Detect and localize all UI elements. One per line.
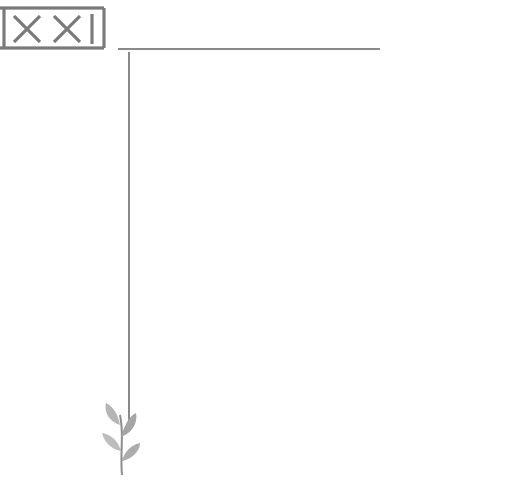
header-rule bbox=[118, 48, 380, 50]
corner-ornament bbox=[0, 0, 112, 56]
plant-decoration bbox=[98, 395, 144, 475]
margin-rule bbox=[128, 52, 130, 432]
